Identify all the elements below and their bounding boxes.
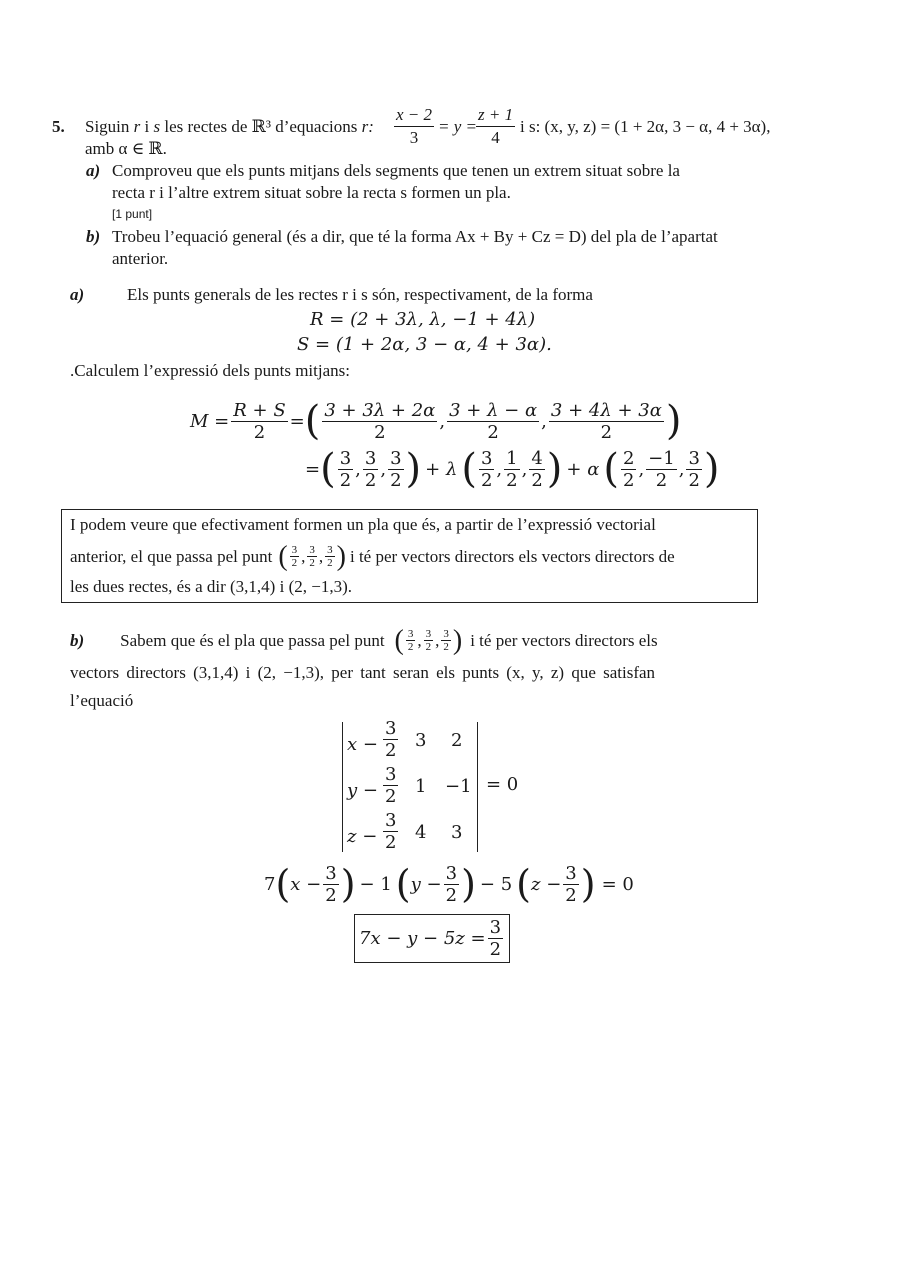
R3-symbol: ℝ³ xyxy=(251,117,271,136)
frac-num: 3 xyxy=(688,447,700,469)
problem-statement-line1 xyxy=(85,116,374,138)
statement-pre: Siguin xyxy=(85,117,130,136)
det-r1-c2: 3 xyxy=(415,730,427,751)
frac2-den: 4 xyxy=(491,128,500,147)
frac-den: 2 xyxy=(325,884,337,906)
frac-num: 3 xyxy=(443,628,449,640)
box-line2: anterior, el que passa pel punt ( $\frac{3}{2}$ , $\frac{3}{2}$ , $\frac{3}{2}$ ) i té per vectors directors els vectors directors de xyxy=(70,540,675,572)
eq-y: = y = xyxy=(438,117,477,136)
frac-den: 2 xyxy=(364,469,377,491)
det-r3-var: z − xyxy=(347,826,378,847)
frac-den: 2 xyxy=(443,641,449,653)
midpoint-equation-row2: = ( $\frac{3}{2}$ , $\frac{3}{2}$ , $\frac{3}{2}$ ) + λ ( $\frac{3}{2}$ , $\frac{1}{2}$ , $\frac{4}{2}$ ) + α ( $\frac{2}{2}$ , $\frac{-1}{2}$ , $\frac{3}{2}$ ) xyxy=(305,446,720,492)
det-r1-var: x − xyxy=(347,734,378,755)
det-r3-c3: 3 xyxy=(451,822,463,843)
coord2-den: 2 xyxy=(487,421,499,443)
comma: , xyxy=(435,630,440,650)
frac-den: 2 xyxy=(339,469,352,491)
box-line1: I podem veure que efectivament formen un pla que és, a partir de l’expressió vectorial xyxy=(70,515,656,534)
comma: , xyxy=(417,630,422,650)
paren-close: ) xyxy=(665,398,682,444)
frac-den: 2 xyxy=(327,557,333,569)
frac-den: 2 xyxy=(385,832,397,853)
S-equation: S = (1 + 2α, 3 − α, 4 + 3α). xyxy=(297,334,552,355)
minus-5: − 5 xyxy=(479,873,513,895)
plus-alpha: + α xyxy=(566,458,600,480)
frac-den: 2 xyxy=(688,469,700,491)
det-r2-c3: −1 xyxy=(445,776,472,797)
solution-a-intro: Els punts generals de les rectes r i s són, respectivament, de la forma xyxy=(127,285,593,304)
frac-den: 2 xyxy=(385,740,397,761)
statement-mid: les rectes de xyxy=(164,117,248,136)
M-frac-den: 2 xyxy=(253,421,266,443)
part-b-label: b) xyxy=(86,227,101,246)
M-label: M = xyxy=(190,410,230,432)
det-r2-c2: 1 xyxy=(415,776,427,797)
term-x: x − xyxy=(290,873,322,895)
frac-den: 2 xyxy=(480,469,493,491)
frac-num: 3 xyxy=(385,810,397,831)
det-r1-c3: 2 xyxy=(451,730,463,751)
box-line2-post: i té per vectors directors els vectors directors de xyxy=(349,546,675,566)
frac-num: −1 xyxy=(648,447,675,469)
frac-den: 2 xyxy=(655,469,668,491)
solution-a-label: a) xyxy=(70,285,85,304)
frac-num: 3 xyxy=(480,447,493,469)
frac1-den: 3 xyxy=(409,128,419,147)
calc-intro: .Calculem l’expressió dels punts mitjans: xyxy=(70,361,350,380)
comma: , xyxy=(355,458,361,480)
statement-mid2: d’equacions xyxy=(275,117,358,136)
determinant xyxy=(342,718,478,853)
frac-num: 2 xyxy=(622,447,635,469)
frac-den: 2 xyxy=(445,884,458,906)
r-fraction-2 xyxy=(474,104,517,149)
frac-num: 3 xyxy=(309,544,315,556)
frac-num: 3 xyxy=(325,862,337,884)
box-line2-pre: anterior, el que passa pel punt xyxy=(70,546,273,566)
comma: , xyxy=(521,458,528,480)
part-a-label: a) xyxy=(86,161,101,180)
frac-den: 2 xyxy=(309,557,315,569)
coord3-den: 2 xyxy=(600,421,613,443)
det-r2-var: y − xyxy=(347,780,378,801)
frac-num: 3 xyxy=(291,544,298,556)
part-b-line2: anterior. xyxy=(112,249,169,268)
s-equation: i s: (x, y, z) = (1 + 2α, 3 − α, 4 + 3α), xyxy=(520,117,771,136)
frac-den: 2 xyxy=(489,939,502,960)
frac-num: 3 xyxy=(425,628,432,640)
frac-num: 3 xyxy=(364,447,377,469)
frac-den: 2 xyxy=(291,557,298,569)
r-fraction-1 xyxy=(392,104,436,149)
frac2-num: z + 1 xyxy=(476,104,515,127)
det-equals-zero: = 0 xyxy=(486,774,519,795)
eq-sign: = xyxy=(289,410,305,432)
frac-num: 1 xyxy=(506,447,518,469)
frac-den: 2 xyxy=(390,469,402,491)
frac-den: 2 xyxy=(385,786,397,807)
frac-num: 3 xyxy=(385,718,397,739)
frac1-num: x − 2 xyxy=(394,104,434,127)
solution-b-line1: b) Sabem que és el pla que passa pel punt ( $\frac{3}{2}$ , $\frac{3}{2}$ , $\frac{3}{2}$ ) i té per vectors directors els xyxy=(70,624,658,656)
coord2-num: 3 + λ − α xyxy=(449,399,538,421)
frac-num: 3 xyxy=(445,862,458,884)
M-frac-num: R + S xyxy=(233,399,286,421)
frac-num: 3 xyxy=(327,544,333,556)
comma: , xyxy=(380,458,387,480)
frac-num: 3 xyxy=(385,764,397,785)
comma: , xyxy=(638,458,645,480)
final-answer-box xyxy=(354,914,510,963)
part-a-line1: Comproveu que els punts mitjans dels segments que tenen un extrem situat sobre la xyxy=(112,161,680,180)
comma: , xyxy=(439,410,446,432)
solution-b-line1-pre: Sabem que és el pla que passa pel punt xyxy=(120,630,385,650)
box-line3: les dues rectes, és a dir (3,1,4) i (2, −1,3). xyxy=(70,577,352,596)
expanded-equation: 7 ( x − $\frac{3}{2}$ ) − 1 ( y − $\frac{3}{2}$ ) − 5 ( z − $\frac{3}{2}$ ) = 0 xyxy=(264,862,634,906)
coef-7: 7 xyxy=(264,873,276,895)
solution-b-line2: vectors directors (3,1,4) i (2, −1,3), per tant seran els punts (x, y, z) que satisfan xyxy=(70,663,656,682)
eq-sign: = xyxy=(305,458,321,480)
coord3-num: 3 + 4λ + 3α xyxy=(550,399,662,421)
frac-den: 2 xyxy=(565,884,577,906)
problem-number: 5. xyxy=(52,117,65,136)
solution-b-line1-post: i té per vectors directors els xyxy=(470,630,658,650)
frac-num: 3 xyxy=(339,447,352,469)
coord1-den: 2 xyxy=(374,421,386,443)
paren-open: ( xyxy=(304,398,321,444)
solution-b-line3: l’equació xyxy=(70,691,134,710)
det-r3-c2: 4 xyxy=(415,822,427,843)
term-y: y − xyxy=(410,873,442,895)
R-equation: R = (2 + 3λ, λ, −1 + 4λ) xyxy=(310,309,536,330)
comma: , xyxy=(541,410,547,432)
part-b-line1: Trobeu l’equació general (és a dir, que té la forma Ax + By + Cz = D) del pla de l’apartat xyxy=(112,227,718,246)
frac-den: 2 xyxy=(531,469,543,491)
solution-b-label: b) xyxy=(70,630,85,650)
var-r: r xyxy=(133,117,141,136)
frac-num: 4 xyxy=(531,447,543,469)
part-a-line2: recta r i l’altre extrem situat sobre la recta s formen un pla. xyxy=(112,183,511,202)
midpoint-equation-row1 xyxy=(190,398,681,444)
equals-zero: = 0 xyxy=(601,873,634,895)
term-z: z − xyxy=(530,873,562,895)
frac-den: 2 xyxy=(407,641,414,653)
final-lhs: 7x − y − 5z = xyxy=(359,928,486,949)
comma: , xyxy=(496,458,503,480)
conclusion-box xyxy=(61,509,758,603)
frac-den: 2 xyxy=(622,469,635,491)
comma: , xyxy=(301,546,306,566)
plus-lambda: + λ xyxy=(425,458,458,480)
comma: , xyxy=(678,458,685,480)
word-i: i xyxy=(144,117,150,136)
var-s: s xyxy=(153,117,161,136)
r-label: r: xyxy=(361,117,374,136)
frac-num: 3 xyxy=(489,917,502,938)
part-a-points: [1 punt] xyxy=(112,207,153,221)
frac-num: 3 xyxy=(407,628,414,640)
frac-den: 2 xyxy=(425,641,432,653)
alpha-domain: amb α ∈ ℝ. xyxy=(85,139,167,158)
frac-num: 3 xyxy=(565,862,577,884)
comma: , xyxy=(318,546,324,566)
coord1-num: 3 + 3λ + 2α xyxy=(324,399,436,421)
frac-num: 3 xyxy=(390,447,402,469)
frac-den: 2 xyxy=(506,469,518,491)
minus-1: − 1 xyxy=(359,873,392,895)
